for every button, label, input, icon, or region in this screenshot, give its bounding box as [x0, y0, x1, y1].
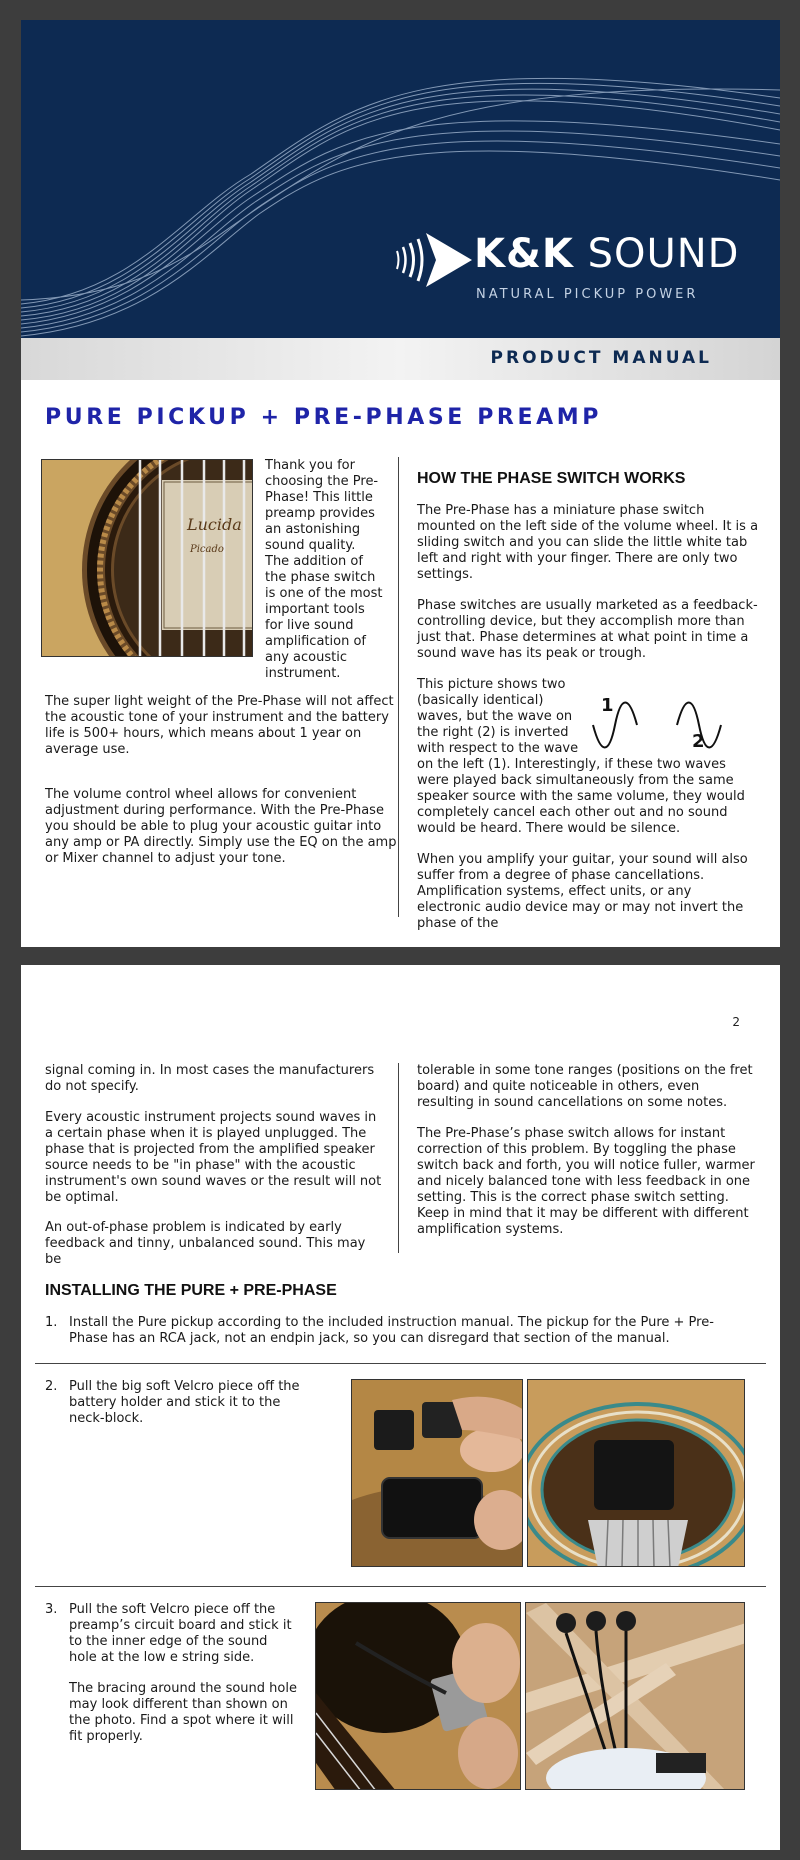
kk-sound-logo	[396, 225, 740, 315]
header-banner	[21, 20, 780, 338]
intro-line: sound quality.	[265, 538, 356, 553]
intro-line: an astonishing	[265, 522, 361, 537]
step-divider	[35, 1586, 766, 1587]
product-manual-bar	[21, 338, 780, 380]
phase-switch-heading: HOW THE PHASE SWITCH WORKS	[417, 470, 686, 487]
brand-tagline: NATURAL PICKUP POWER	[476, 287, 699, 302]
brand-name: K&K SOUND	[474, 231, 740, 277]
col2-paragraph-1: tolerable in some tone ranges (positions on the fret board) and quite noticeable in others, even resulting in sound cancellations on some notes.	[417, 1063, 753, 1110]
intro-line: any acoustic	[265, 650, 347, 665]
column-divider	[398, 1063, 399, 1253]
wave-2-label: 2	[692, 731, 705, 752]
phase-paragraph-3-rest: on the left (1). Interestingly, if these two waves were played back simultaneously from the same speaker source with the same volume, they would completely cancel each other out and no sound would be heard. There would be silence.	[417, 757, 745, 836]
soundhole-sublabel: Picado	[190, 544, 224, 555]
step-2-text: Pull the big soft Velcro piece off the battery holder and stick it to the neck-block.	[69, 1379, 300, 1426]
velcro-in-soundhole-photo	[527, 1379, 745, 1567]
step-3-text: Pull the soft Velcro piece off the preamp’s circuit board and stick it to the inner edge of the sound hole at the low e string side.	[69, 1602, 292, 1665]
column-divider	[398, 457, 399, 917]
phase-paragraph-2: Phase switches are usually marketed as a feedback-controlling device, but they accomplish more than just that. Phase determines at what point in time a sound wave has its peak or trough.	[417, 598, 758, 661]
sound-wave-arrow-icon	[396, 231, 472, 289]
step-1-text: Install the Pure pickup according to the included instruction manual. The pickup for the Pure + Pre-Phase has an RCA jack, not an endpin jack, so you can disregard that section of the manual.	[69, 1315, 714, 1346]
intro-line: choosing the Pre-	[265, 474, 379, 489]
page-number: 2	[732, 1015, 740, 1029]
preamp-velcro-photo	[315, 1602, 521, 1790]
intro-line: is one of the most	[265, 586, 383, 601]
install-heading: INSTALLING THE PURE + PRE-PHASE	[45, 1282, 337, 1299]
manual-page-1	[21, 20, 780, 947]
product-manual-label: PRODUCT MANUAL	[490, 348, 712, 368]
inside-guitar-photo	[525, 1602, 745, 1790]
intro-line: the phase switch	[265, 570, 376, 585]
intro-line: important tools	[265, 602, 365, 617]
phase-paragraph-3-wrapped	[417, 677, 592, 757]
phase-p3-line: the right (2) is inverted	[417, 725, 569, 740]
phase-p3-line: waves, but the wave on	[417, 709, 573, 724]
intro-line: Thank you for	[265, 458, 355, 473]
intro-line: preamp provides	[265, 506, 375, 521]
col1-paragraph-2: Every acoustic instrument projects sound waves in a certain phase when it is played unplugged. The phase that is projected from the amplified speaker source needs to be "in phase" with the acoustic instrument's own sound waves or the result will not be optimal.	[45, 1110, 382, 1205]
step-divider	[35, 1363, 766, 1364]
phase-p3-line: with respect to the wave	[417, 741, 579, 756]
wave-1	[593, 703, 637, 748]
phase-paragraph-1: The Pre-Phase has a miniature phase switch mounted on the left side of the volume wheel. It is a sliding switch and you can slide the little white tab left and right with your finger. There are only two settings.	[417, 503, 759, 582]
wave-1-label: 1	[601, 695, 614, 716]
intro-line: amplification of	[265, 634, 366, 649]
step-3-number: 3.	[45, 1602, 58, 1617]
velcro-battery-holder-photo	[351, 1379, 523, 1567]
step-3-note: The bracing around the sound hole may look different than shown on the photo. Find a spot where it will fit properly.	[69, 1681, 297, 1744]
guitar-soundhole-photo	[41, 459, 253, 657]
volume-paragraph: The volume control wheel allows for convenient adjustment during performance. With the Pre-Phase you should be able to plug your acoustic guitar into any amp or PA directly. Simply use the EQ on the amp or Mixer channel to adjust your tone.	[45, 787, 397, 866]
col1-paragraph-1: signal coming in. In most cases the manufacturers do not specify.	[45, 1063, 375, 1094]
manual-page-2	[21, 965, 780, 1850]
document-title: PURE PICKUP + PRE-PHASE PREAMP	[45, 405, 602, 430]
phase-p3-line: This picture shows two	[417, 677, 566, 692]
intro-lines	[265, 458, 385, 682]
weight-paragraph: The super light weight of the Pre-Phase will not affect the acoustic tone of your instrument and the battery life is 500+ hours, which means about 1 year on average use.	[45, 694, 394, 757]
col2-paragraph-2: The Pre-Phase’s phase switch allows for instant correction of this problem. By toggling the phase switch back and forth, you will notice fuller, warmer and nicely balanced tone with less feedback in one setting. This is the correct phase switch setting. Keep in mind that it may be different with different amplification systems.	[417, 1126, 755, 1237]
phase-paragraph-4: When you amplify your guitar, your sound will also suffer from a degree of phase cancellations. Amplification systems, effect units, or any electronic audio device may or may not invert the phase of the	[417, 852, 748, 931]
intro-line: The addition of	[265, 554, 363, 569]
step-1-number: 1.	[45, 1315, 58, 1330]
intro-line: instrument.	[265, 666, 341, 681]
soundhole-label: Lucida	[187, 515, 242, 534]
col1-paragraph-3: An out-of-phase problem is indicated by early feedback and tinny, unbalanced sound. This may be	[45, 1220, 366, 1267]
intro-line: Phase! This little	[265, 490, 373, 505]
phase-p3-line: (basically identical)	[417, 693, 544, 708]
phase-waves-illustration	[591, 685, 741, 755]
step-2-number: 2.	[45, 1379, 58, 1394]
intro-line: for live sound	[265, 618, 354, 633]
